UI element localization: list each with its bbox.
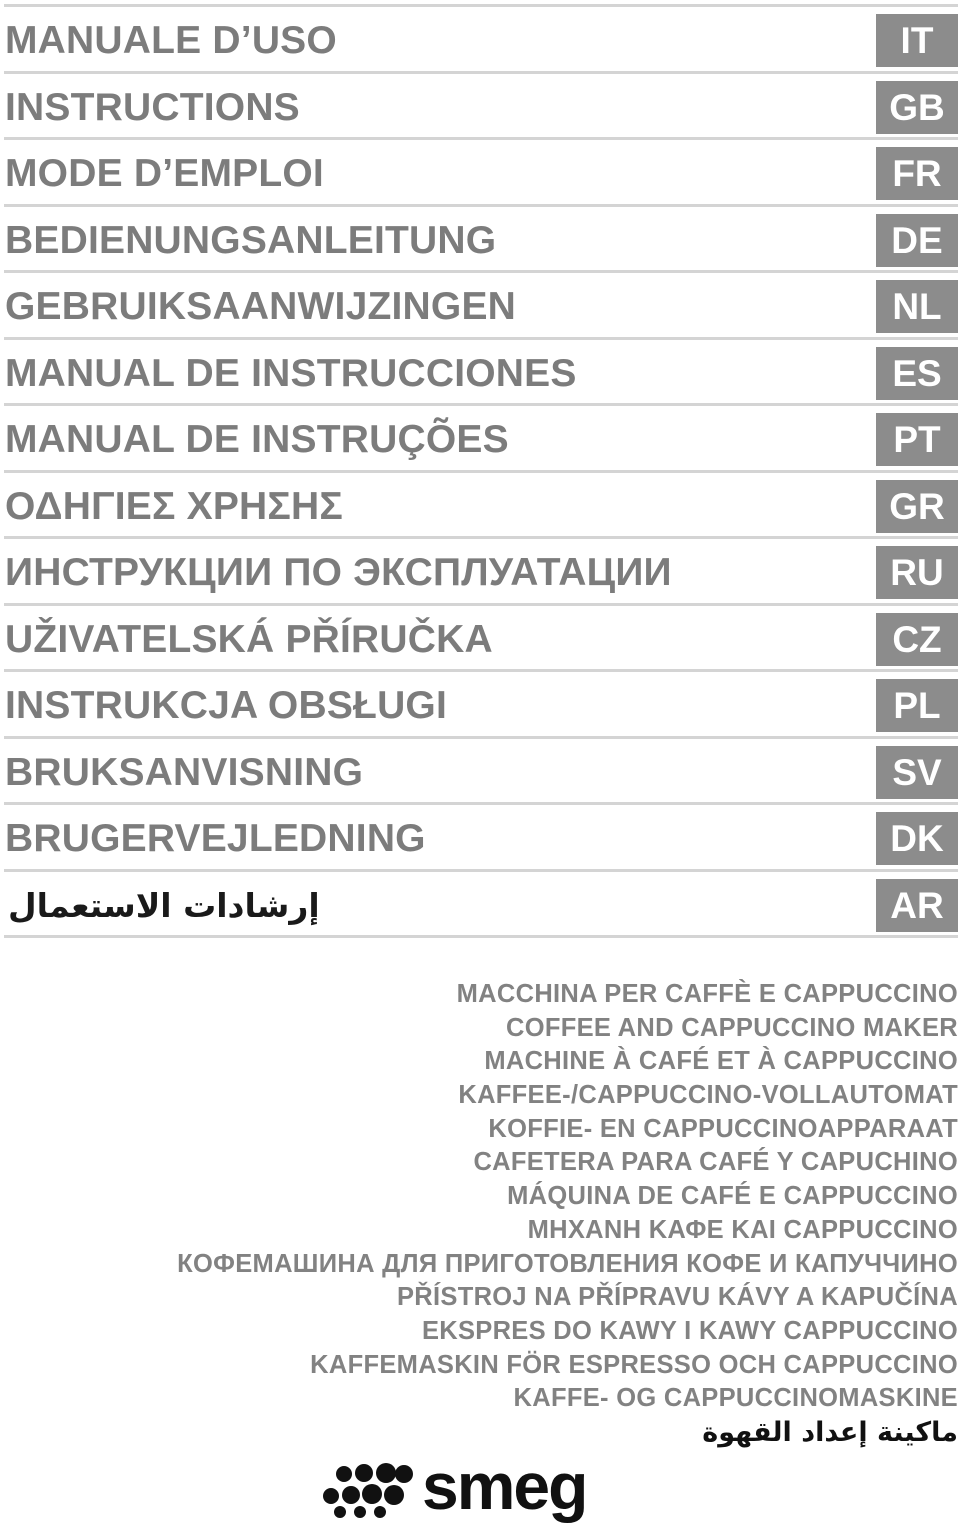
language-row-ru (4, 539, 958, 606)
language-row-pl (4, 672, 958, 739)
language-row-gb (4, 74, 958, 141)
product-name-ru: КОФЕМАШИНА ДЛЯ ПРИГОТОВЛЕНИЯ КОФЕ И КАПУЧЧИНО (177, 1249, 958, 1278)
language-row-pt (4, 406, 958, 473)
language-code-badge: GB (876, 81, 958, 134)
language-row-gr (4, 473, 958, 540)
language-code-badge: ES (876, 347, 958, 400)
language-row-dk (4, 805, 958, 872)
language-code-badge: GR (876, 480, 958, 533)
manual-title: MANUAL DE INSTRUÇÕES (5, 418, 509, 461)
product-name-gb: COFFEE AND CAPPUCCINO MAKER (506, 1013, 958, 1042)
product-name-de: KAFFEE-/CAPPUCCINO-VOLLAUTOMAT (458, 1081, 958, 1110)
manual-title: BEDIENUNGSANLEITUNG (5, 218, 497, 262)
language-code-badge: NL (876, 280, 958, 333)
manual-title: ΟΔΗΓΙΕΣ ΧΡΗΣΗΣ (5, 484, 343, 528)
language-row-nl (4, 273, 958, 340)
language-code-badge: AR (876, 879, 958, 932)
language-row-ar (4, 872, 958, 939)
language-code-badge: DK (876, 812, 958, 865)
language-code-badge: PL (876, 679, 958, 732)
product-name-sv: KAFFEMASKIN FÖR ESPRESSO OCH CAPPUCCINO (310, 1350, 958, 1379)
manual-title: ИНСТРУКЦИИ ПО ЭКСПЛУАТАЦИИ (5, 551, 672, 594)
product-name-pl: EKSPRES DO KAWY I KAWY CAPPUCCINO (421, 1316, 958, 1345)
language-code-badge: IT (876, 14, 958, 67)
manual-title: BRUKSANVISNING (5, 750, 364, 794)
manual-title: MANUALE D’USO (5, 19, 337, 62)
product-name-it: MACCHINA PER CAFFÈ E CAPPUCCINO (456, 980, 958, 1008)
language-code-badge: SV (876, 746, 958, 799)
logo-dots-icon (322, 1462, 414, 1518)
language-code-badge: RU (876, 546, 958, 599)
language-row-de (4, 207, 958, 274)
language-row-fr (4, 140, 958, 207)
language-row-es (4, 340, 958, 407)
language-list (0, 7, 960, 938)
product-name-pt: MÁQUINA DE CAFÉ E CAPPUCCINO (507, 1182, 958, 1211)
language-code-badge: CZ (876, 613, 958, 666)
product-name-es: CAFETERA PARA CAFÉ Y CAPUCHINO (473, 1148, 958, 1177)
brand-wordmark: smeg (422, 1449, 587, 1523)
product-name-gr: ΜΗΧΑΝΗ ΚΑΦΕ ΚΑΙ CAPPUCCINO (527, 1215, 958, 1244)
manual-title: INSTRUCTIONS (5, 85, 300, 129)
manual-title: GEBRUIKSAANWIJZINGEN (5, 285, 517, 328)
product-name-nl: KOFFIE- EN CAPPUCCINOAPPARAAT (488, 1114, 958, 1143)
language-code-badge: DE (876, 214, 958, 267)
language-code-badge: PT (876, 413, 958, 466)
product-name-cz: PŘÍSTROJ NA PŘÍPRAVU KÁVY A KAPUČÍNA (396, 1283, 958, 1312)
manual-title: MODE D’EMPLOI (5, 152, 324, 195)
language-row-it (4, 7, 958, 74)
manual-title: UŽIVATELSKÁ PŘÍRUČKA (5, 617, 493, 661)
product-name-fr: MACHINE À CAFÉ ET À CAPPUCCINO (484, 1047, 958, 1076)
manual-title: BRUGERVEJLEDNING (5, 817, 426, 860)
manual-title: إرشادات الاستعمال (8, 885, 320, 925)
product-name-dk: KAFFE- OG CAPPUCCINOMASKINE (513, 1384, 958, 1413)
language-code-badge: FR (876, 147, 958, 200)
manual-title: INSTRUKCJA OBSŁUGI (5, 684, 448, 727)
manual-title: MANUAL DE INSTRUCCIONES (5, 351, 577, 395)
product-name-ar: ماكينة إعداد القهوة (702, 1416, 958, 1448)
product-name-list (177, 978, 958, 1450)
smeg-logo (322, 1449, 587, 1523)
language-row-cz (4, 606, 958, 673)
language-row-sv (4, 739, 958, 806)
